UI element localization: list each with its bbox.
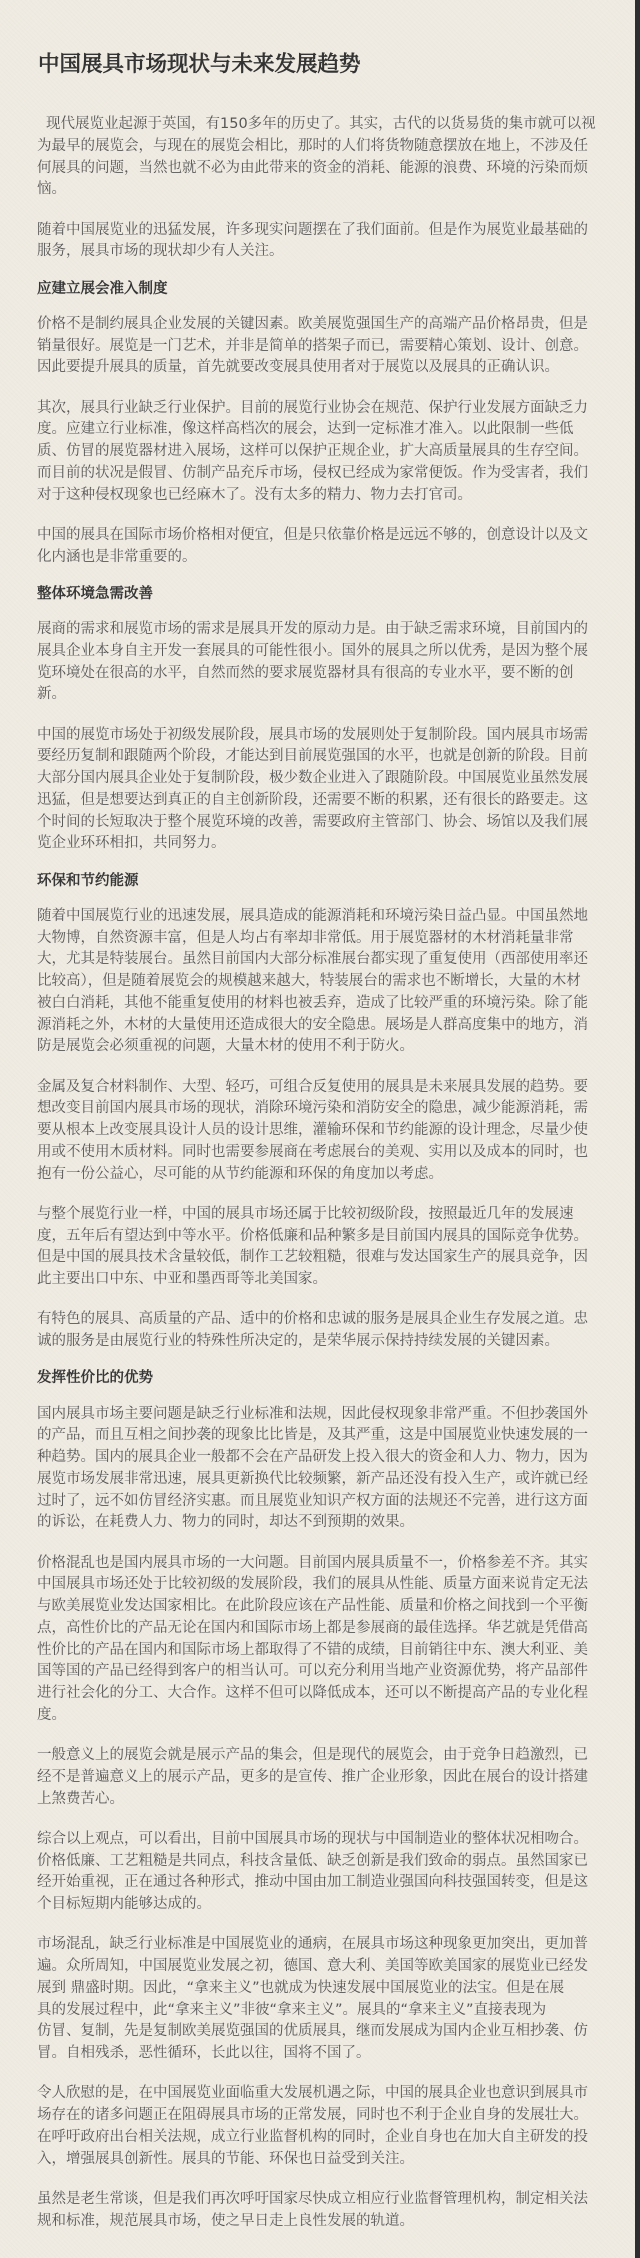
text-line: 综合以上观点，可以看出，目前中国展具市场的现状与中国制造业的整体状况相吻合。 [37,1830,588,1847]
text-line: 要从根本上改变展具设计人员的设计思维，灌输环保和节约能源的设计理念，尽量少使 [37,1122,588,1138]
text-line: 大部分国内展具企业处于复制阶段，极少数企业进入了跟随阶段。中国展览业虽然发展 [37,770,588,786]
text-line: 质、仿冒的展览器材进入展场，这样可以保护正规企业，扩大高质量展具的生存空间。 [37,443,588,459]
text-line: 要经历复制和跟随两个阶段，才能达到目前展览强国的水平，也就是创新的阶段。目前 [37,748,588,765]
text-line: 中国的展具在国际市场价格相对便宜，但是只依靠价格是远远不够的，创意设计以及文 [37,526,588,543]
text-line: 度。应建立行业标准，像这样高档次的展会，达到一定标准才准入。以此限制一些低 [37,421,574,438]
paragraph [37,906,592,1058]
text-line: 被白白消耗，其他不能重复使用的材料也被丢弃，造成了比较严重的环境污染。除了能 [37,994,588,1011]
text-line: 种趋势。国内的展具企业一般都不会在产品研发上投入很大的资金和人力、物力，因为 [37,1449,588,1465]
text-line: 具的发展过程中，此“拿来主义”非彼“拿来主义”。展具的“拿来主义”直接表现为 [37,2001,547,2018]
text-line: 展具企业本身自主开发一套展具的可能性很小。国外的展具之所以优秀，是因为整个展 [37,642,588,659]
text-line: 上煞费苦心。 [37,1790,124,1807]
text-line: 入，增强展具创新性。展具的节能、环保也日益受到关注。 [37,2150,414,2167]
paragraph [37,1829,592,1916]
text-line: 新。 [37,686,66,703]
paragraph [37,1204,592,1291]
text-line: 因此要提升展具的质量，首先就要改变展具使用者对于展览以及展具的正确认识。 [37,359,559,376]
section-heading: 发挥性价比的优势 [37,1370,153,1387]
text-line: 展到 鼎盛时期。因此，“拿来主义”也就成为快速发展中国展览业的法宝。但是在展 [37,1979,565,1996]
text-line: 金属及复合材料制作、大型、轻巧，可组合反复使用的展具是未来展具发展的趋势。要 [37,1078,588,1095]
paragraph [37,1077,592,1186]
section-heading: 应建立展会准入制度 [37,280,168,297]
paragraph [37,114,596,201]
text-line: 随着中国展览业的迅猛发展，许多现实问题摆在了我们面前。但是作为展览业最基础的 [37,221,588,238]
text-line: 但是中国的展具技术含量较低，制作工艺较粗糙，很难与发达国家生产的展具竞争，因 [37,1249,588,1266]
text-line: 想改变目前国内展具市场的现状，消除环境污染和消防安全的隐患，减少能源消耗，需 [37,1100,588,1117]
text-line: 为最早的展览会，与现在的展览会相比，那时的人们将货物随意摆放在地上，不涉及任 [37,137,588,154]
paragraph [37,619,592,706]
paragraph [37,2189,592,2233]
paragraph [37,1309,592,1353]
text-line: 的诉讼，在耗费人力、物力的同时，却达不到预期的效果。 [37,1514,414,1531]
text-line: 迅猛，但是想要达到真正的自主创新阶段，还需要不断的积累，还有很长的路要走。这 [37,791,588,808]
text-line: 展商的需求和展览市场的需求是展具开发的原动力是。由于缺乏需求环境，目前国内的 [37,621,588,637]
section-heading: 环保和节约能源 [37,872,139,889]
window-edge [635,0,640,2258]
text-line: 抱有一份公益心，尽可能的从节约能源和环保的角度加以考虑。 [37,1165,443,1182]
text-line: 现代展览业起源于英国，有150多年的历史了。其实，古代的以货易货的集市就可以视 [46,116,596,132]
text-line: 市场混乱，缺乏行业标准是中国展览业的通病，在展具市场这种现象更加突出，更加普 [37,1936,588,1953]
text-line: 何展具的问题，当然也就不必为由此带来的资金的消耗、能源的浪费、环境的污染而烦 [37,159,588,176]
text-line: 个目标短期内能够达成的。 [37,1896,211,1912]
text-line: 的产品，而且互相之间抄袭的现象比比皆是，及其严重，这是中国展览业快速发展的一 [37,1427,588,1444]
text-line: 度。 [37,1706,66,1723]
text-line: 大物博，自然资源丰富，但是人均占有率却非常低。用于展览器材的木材消耗量非常 [37,929,574,946]
text-line: 国等国的产品已经得到客户的相当认可。可以充分利用当地产业资源优势，将产品部件 [37,1663,588,1680]
paragraph [37,314,592,379]
text-line: 个时间的长短取决于整个展览环境的改善，需要政府主管部门、协会、场馆以及我们展 [37,813,588,830]
text-line: 对于这种侵权现象也已经麻木了。没有太多的精力、物力去打官司。 [37,486,472,503]
text-line: 冒。自相残杀，恶性循环，长此以往，国将不国了。 [37,2045,371,2061]
text-line: 源消耗之外，木材的大量使用还造成很大的安全隐患。展场是人群高度集中的地方，消 [37,1016,588,1033]
text-line: 价格混乱也是国内展具市场的一大问题。目前国内展具质量不一，价格参差不齐。其实 [37,1554,588,1571]
text-line: 化内涵也是非常重要的。 [37,548,197,565]
text-line: 销量很好。展览是一门艺术，并非是简单的搭架子而已，需要精心策划、设计、创意。 [37,337,588,354]
text-line: 仿冒、复制，先是复制欧美展览强国的优质展具，继而发展成为国内企业互相抄袭、仿 [37,2023,588,2040]
text-line: 览企业环环相扣，共同努力。 [37,835,226,852]
paragraph [37,1745,592,1810]
text-line: 点，高性价比的产品无论在国内和国际市场上都是参展商的最佳选择。华艺就是凭借高 [37,1619,588,1636]
text-line: 价格低廉、工艺粗糙是共同点，科技含量低、缺乏创新是我们致命的弱点。虽然国家已 [37,1852,588,1869]
article [37,50,596,2251]
text-line: 其次，展具行业缺乏行业保护。目前的展览行业协会在规范、保护行业发展方面缺乏力 [37,399,588,416]
paragraph [37,1934,592,2065]
text-line: 经开始重视，正在通过各种形式，推动中国由加工制造业强国向科技强国转变，但是这 [37,1874,588,1891]
text-line: 场存在的诸多问题正在阻碍展具市场的正常发展，同时也不利于企业自身的发展壮大。 [37,2107,588,2123]
text-line: 度，五年后有望达到中等水平。价格低廉和品种繁多是目前国内展具的国际竞争优势。 [37,1227,588,1244]
text-line: 而目前的状况是假冒、仿制产品充斥市场，侵权已经成为家常便饭。作为受害者，我们 [37,464,588,481]
text-line: 防是展览会必须重视的问题，大量木材的使用不利于防火。 [37,1038,414,1055]
text-line: 国内展具市场主要问题是缺乏行业标准和法规，因此侵权现象非常严重。不但抄袭国外 [37,1405,588,1422]
text-line: 与整个展览行业一样，中国的展具市场还属于比较初级阶段，按照最近几年的发展速 [37,1205,574,1222]
text-line: 一般意义上的展览会就是展示产品的集会，但是现代的展览会，由于竞争日趋激烈，已 [37,1747,588,1763]
paragraph [37,220,592,264]
text-line: 随着中国展览行业的迅速发展，展具造成的能源消耗和环境污染日益凸显。中国虽然地 [37,907,588,924]
text-line: 过时了，远不如仿冒经济实惠。而且展览业知识产权方面的法规还不完善，进行这方面 [37,1492,588,1509]
text-line: 经不是普遍意义上的展示产品，更多的是宣传、推广企业形象，因此在展台的设计搭建 [37,1768,588,1785]
text-line: 在呼吁政府出台相关法规，成立行业监督机构的同时，企业自身也在加大自主研发的投 [37,2128,588,2145]
text-line: 进行社会化的分工、大合作。这样不但可以降低成本，还可以不断提高产品的专业化程 [37,1685,588,1701]
text-line: 用或不使用木质材料。同时也需要参展商在考虑展台的美观、实用以及成本的同时，也 [37,1143,588,1160]
text-line: 此主要出口中东、中亚和墨西哥等北美国家。 [37,1271,327,1287]
paragraph [37,1404,592,1535]
text-line: 与欧美展览业发达国家相比。在此阶段应该在产品性能、质量和价格之间找到一个平衡 [37,1598,588,1614]
text-line: 中国的展览市场处于初级发展阶段，展具市场的发展则处于复制阶段。国内展具市场需 [37,726,588,743]
text-line: 有特色的展具、高质量的产品、适中的价格和忠诚的服务是展具企业生存发展之道。忠 [37,1311,588,1328]
text-line: 中国展具市场还处于比较初级的发展阶段，我们的展具从性能、质量方面来说肯定无法 [37,1576,588,1593]
text-line: 价格不是制约展具企业发展的关键因素。欧美展览强国生产的高端产品价格昂贵，但是 [37,315,588,332]
text-line: 令人欣慰的是，在中国展览业面临重大发展机遇之际，中国的展具企业也意识到展具市 [37,2085,588,2102]
text-line: 性价比的产品在国内和国际市场上都取得了不错的成绩，目前销往中东、澳大利亚、美 [37,1641,588,1658]
text-line: 规和标准，规范展具市场，使之早日走上良性发展的轨道。 [37,2212,414,2229]
text-line: 恼。 [37,181,66,198]
text-line: 展览市场发展非常迅速，展具更新换代比较频繁，新产品还没有投入生产，或许就已经 [37,1470,588,1487]
text-line: 虽然是老生常谈，但是我们再次呼吁国家尽快成立相应行业监督管理机构，制定相关法 [37,2190,588,2207]
text-line: 服务，展具市场的现状却少有人关注。 [37,243,284,260]
paragraph [37,2083,592,2170]
text-line: 大，尤其是特装展台。虽然目前国内大部分标准展台都实现了重复使用（西部使用率还 [37,951,588,968]
text-line: 览环境处在很高的水平，自然而然的要求展览器材具有很高的专业水平，要不断的创 [37,664,574,681]
text-line: 比较高），但是随着展览会的规模越来越大，特装展台的需求也不断增长，大量的木材 [37,973,581,989]
paragraph [37,525,592,569]
section-heading: 整体环境急需改善 [37,585,153,602]
paragraph [37,725,592,856]
paragraph [37,1553,592,1727]
paragraph [37,398,592,507]
text-line: 诚的服务是由展览行业的特殊性所决定的，是荣华展示保持持续发展的关键因素。 [37,1333,559,1349]
text-line: 遍。众所周知，中国展览业发展之初，德国、意大利、美国等欧美国家的展览业已经发 [37,1958,588,1974]
article-title: 中国展具市场现状与未来发展趋势 [38,52,361,77]
